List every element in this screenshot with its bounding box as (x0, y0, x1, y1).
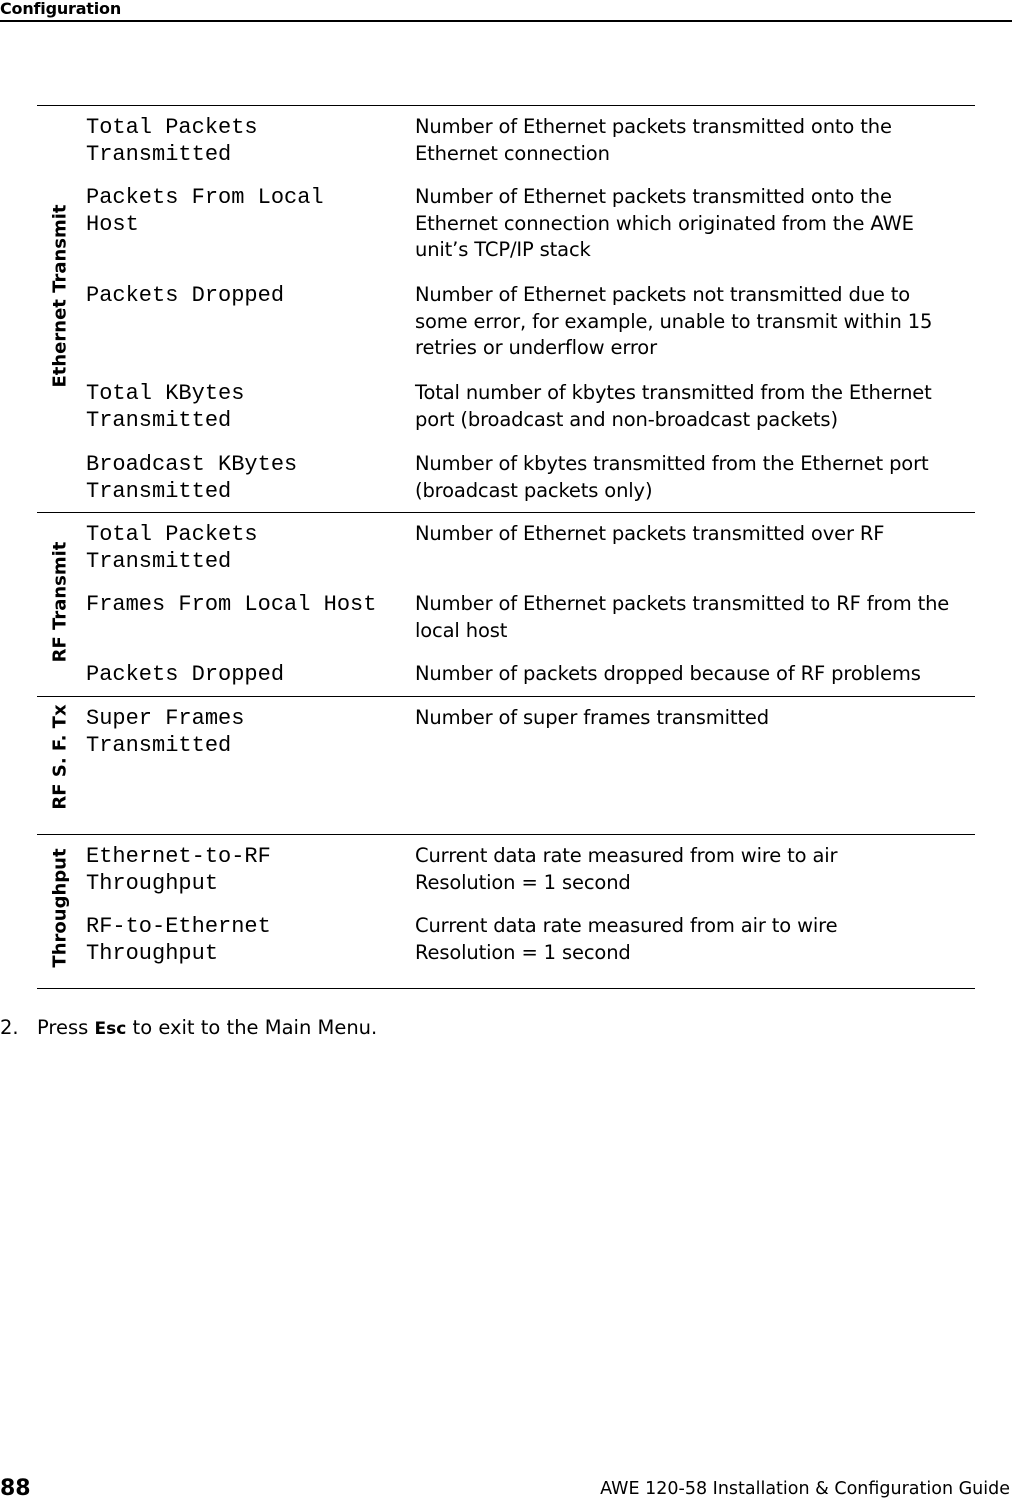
table-row (37, 451, 963, 505)
description-cell: Number of Ethernet packets not transmitted due to some error, for example, unable to transmit within 15 retries or underflow error (415, 283, 933, 359)
term-cell: Ethernet-to-RF Throughput (86, 844, 271, 896)
term-cell: Frames From Local Host (86, 592, 377, 617)
section-label: RF S. F. Tx (49, 704, 71, 810)
section-rf-super-frames (37, 696, 975, 834)
section-label: Throughput (49, 848, 71, 968)
term-cell: Packets Dropped (86, 283, 285, 308)
term-cell: RF-to-Ethernet Throughput (86, 914, 271, 966)
section-ethernet-transmit (37, 105, 975, 512)
term-cell: Super Frames Transmitted (86, 706, 245, 758)
description-cell: Number of Ethernet packets transmitted onto the Ethernet connection which originated from the AWE unit’s TCP/IP stack (415, 185, 914, 261)
description-cell: Number of Ethernet packets transmitted onto the Ethernet connection (415, 115, 892, 165)
table-row (37, 913, 963, 967)
term-cell: Packets From Local Host (86, 185, 324, 237)
term-cell: Total KBytes Transmitted (86, 381, 245, 433)
description-cell: Total number of kbytes transmitted from the Ethernet port (broadcast and non-broadcast packets) (415, 381, 932, 431)
term-cell: Broadcast KBytes Transmitted (86, 452, 298, 504)
esc-key-label: Esc (94, 1019, 127, 1039)
step-suffix: to exit to the Main Menu. (126, 1016, 378, 1039)
header-title: Configuration (0, 0, 122, 18)
term-cell: Packets Dropped (86, 662, 285, 687)
table-row (37, 843, 963, 897)
header-rule (0, 20, 1012, 22)
table-row (37, 705, 963, 759)
table-row (37, 114, 963, 168)
step-prefix: Press (37, 1016, 95, 1039)
step-text (37, 1016, 377, 1039)
table-row (37, 380, 963, 434)
table-row (37, 184, 963, 264)
table-row (37, 661, 963, 688)
table-row (37, 591, 963, 644)
description-cell: Number of packets dropped because of RF problems (415, 662, 921, 685)
description-cell: Number of Ethernet packets transmitted to RF from the local host (415, 592, 950, 642)
statistics-table (37, 105, 975, 989)
description-cell: Number of Ethernet packets transmitted over RF (415, 522, 885, 545)
description-cell: Current data rate measured from air to wire Resolution = 1 second (415, 914, 838, 964)
table-row (37, 521, 963, 575)
section-throughput (37, 834, 975, 989)
description-cell: Number of super frames transmitted (415, 706, 769, 729)
description-cell: Number of kbytes transmitted from the Ethernet port (broadcast packets only) (415, 452, 929, 502)
term-cell: Total Packets Transmitted (86, 522, 258, 574)
section-label: Ethernet Transmit (49, 204, 71, 388)
guide-title: AWE 120-58 Installation & Configuration Guide (600, 1479, 1010, 1499)
section-label: RF Transmit (49, 541, 71, 663)
table-row (37, 282, 963, 362)
term-cell: Total Packets Transmitted (86, 115, 258, 167)
section-rf-transmit (37, 512, 975, 696)
step-number: 2. (0, 1016, 19, 1039)
page-number: 88 (0, 1476, 31, 1501)
description-cell: Current data rate measured from wire to air Resolution = 1 second (415, 844, 838, 894)
